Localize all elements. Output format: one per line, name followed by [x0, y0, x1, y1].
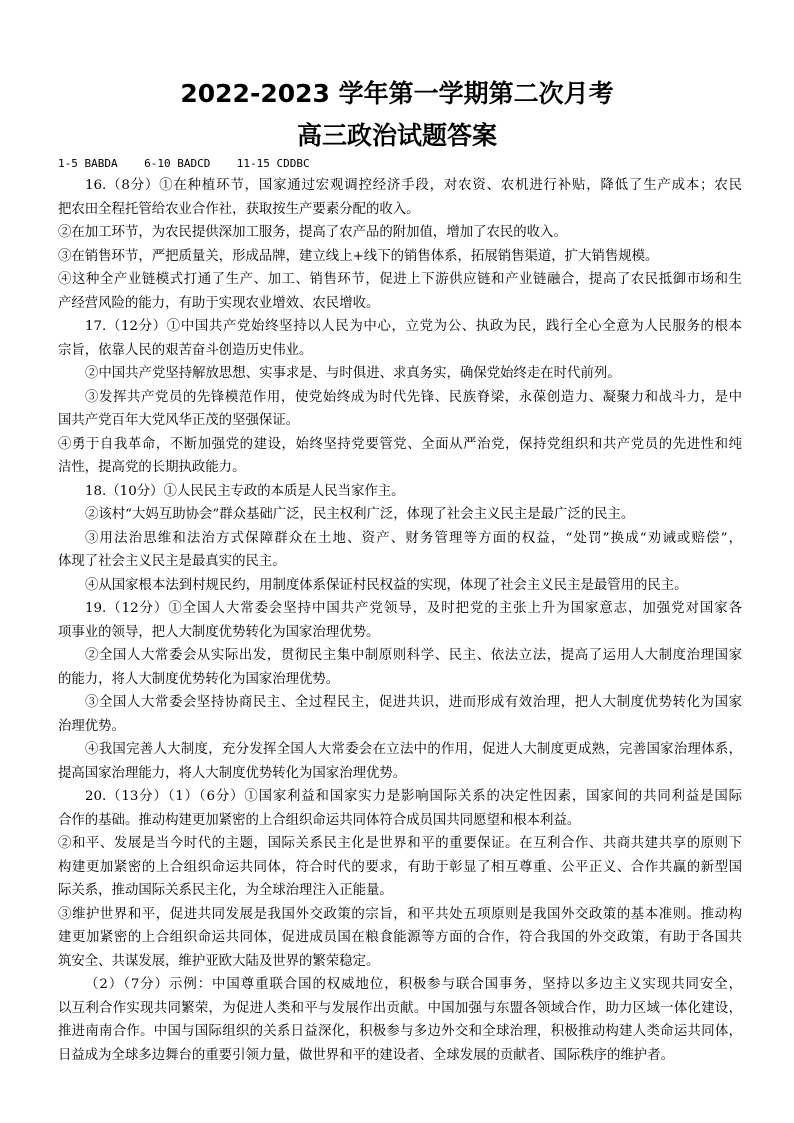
answer-line: 19.（12分）①全国人大常委会坚持中国共产党领导，及时把党的主张上升为国家意志，加强党对国家各 — [85, 601, 742, 616]
answer-line: 治理优势。 — [58, 718, 125, 734]
answer-line: 日益成为全球多边舞台的重要引领力量，做世界和平的建设者、全球发展的贡献者、国际秩序的维护者。 — [58, 1047, 674, 1063]
answer-line: 际关系，推动国际关系民主化，为全球治理注入正能量。 — [58, 883, 393, 898]
answer-line: 16.（8分）①在种植环节，国家通过宏观调控经济手段，对农资、农机进行补贴，降低了生产成本；农民 — [85, 178, 742, 193]
answer-line: ③全国人大常委会坚持协商民主、全过程民主，促进共识，进而形成有效治理，把人大制度优势转化为国家 — [85, 695, 742, 710]
answer-line: 18.（10分）①人民民主专政的本质是人民当家作主。 — [85, 483, 405, 499]
document-subtitle: 高三政治试题答案 — [296, 121, 497, 150]
answer-line: ②在加工环节，为农民提供深加工服务，提高了农产品的附加值，增加了农民的收入。 — [58, 225, 567, 240]
answer-line: ④从国家根本法到村规民约，用制度体系保证村民权益的实现，体现了社会主义民主是最管用的民主。 — [85, 577, 688, 593]
answer-line: ③维护世界和平，促进共同发展是我国外交政策的宗旨，和平共处五项原则是我国外交政策的基本准则。推动构 — [58, 906, 742, 922]
answer-line: 20.（13分）（1）（6分）①国家利益和国家实力是影响国际关系的决定性因素，国家间的共同利益是国际 — [85, 789, 742, 804]
answer-line: 的能力，将人大制度优势转化为国家治理优势。 — [58, 671, 340, 687]
answer-line: ②全国人大常委会从实际出发，贯彻民主集中制原则科学、民主、依法立法，提高了运用人大制度治理国家 — [85, 648, 742, 663]
answer-line: 宗旨，依靠人民的艰苦奋斗创造历史伟业。 — [58, 342, 313, 358]
answer-line: （2）（7分）示例：中国尊重联合国的权威地位，积极参与联合国事务，坚持以多边主义实现共同安全， — [85, 977, 742, 992]
answer-line: ④我国完善人大制度，充分发挥全国人大常委会在立法中的作用，促进人大制度更成熟，完善国家治理体系， — [85, 742, 742, 757]
answer-line: 产经营风险的能力，有助于实现农业增效、农民增收。 — [58, 295, 380, 311]
answer-line: ②该村“大妈互助协会”群众基础广泛，民主权利广泛，体现了社会主义民主是最广泛的民主。 — [85, 507, 635, 522]
answer-line: 合作的基础。推动构建更加紧密的上合组织命运共同体符合成员国共同愿望和根本利益。 — [58, 812, 581, 828]
answer-line: 把农田全程托管给农业合作社，获取按生产要素分配的收入。 — [58, 201, 420, 217]
answer-line: 17.（12分）①中国共产党始终坚持以人民为中心，立党为公、执政为民，践行全心全意为人民服务的根本 — [85, 319, 742, 334]
answer-line: 国共产党百年大党风华正茂的坚强保证。 — [58, 413, 300, 428]
answer-line: 提高国家治理能力，将人大制度优势转化为国家治理优势。 — [58, 765, 407, 781]
choice-answers: 1-5 BABDA 6-10 BADCD 11-15 CDDBC — [58, 157, 310, 170]
answer-line: ③在销售环节，严把质量关，形成品牌，建立线上+线下的销售体系，拓展销售渠道，扩大销售规模。 — [58, 248, 659, 264]
answer-line: 筑安全、共谋发展，维护亚欧大陆及世界的繁荣稳定。 — [58, 953, 380, 969]
answer-line: ④这种全产业链模式打通了生产、加工、销售环节，促进上下游供应链和产业链融合，提高了农民抵御市场和生 — [58, 272, 742, 287]
answer-line: ③用法治思维和法治方式保障群众在土地、资产、财务管理等方面的权益，“处罚”换成“劝诫或赔偿”， — [85, 530, 742, 546]
answer-line: 体现了社会主义民主是最真实的民主。 — [58, 554, 286, 569]
answer-line: 推进南南合作。中国与国际组织的关系日益深化，积极参与多边外交和全球治理，积极推动构建人类命运共同体， — [58, 1024, 742, 1039]
answer-line: 以互利合作实现共同繁荣，为促进人类和平与发展作出贡献。中国加强与东盟各领域合作，助力区域一体化建设， — [58, 1000, 742, 1016]
answer-line: ②中国共产党坚持解放思想、实事求是、与时俱进、求真务实，确保党始终走在时代前列。 — [85, 366, 621, 381]
answer-line: 构建更加紧密的上合组织命运共同体，符合时代的要求，有助于彰显了相互尊重、公平正义、合作共赢的新型国 — [58, 859, 742, 875]
answer-line: 洁性，提高党的长期执政能力。 — [58, 460, 246, 475]
answer-line: ③发挥共产党员的先锋模范作用，使党始终成为时代先锋、民族脊梁，永葆创造力、凝聚力和战斗力，是中 — [85, 389, 742, 405]
answer-line: 建更加紧密的上合组织命运共同体，促进成员国在粮食能源等方面的合作，符合我国的外交政策，有助于各国共 — [58, 930, 742, 945]
answer-line: ②和平、发展是当今时代的主题，国际关系民主化是世界和平的重要保证。在互利合作、共商共建共享的原则下 — [58, 836, 742, 851]
answer-body — [58, 174, 742, 1067]
document-title: 2022-2023 学年第一学期第二次月考 — [180, 79, 614, 108]
answer-line: ④勇于自我革命，不断加强党的建设，始终坚持党要管党、全面从严治党，保持党组织和共产党员的先进性和纯 — [58, 436, 742, 452]
answer-line: 项事业的领导，把人大制度优势转化为国家治理优势。 — [58, 624, 380, 640]
